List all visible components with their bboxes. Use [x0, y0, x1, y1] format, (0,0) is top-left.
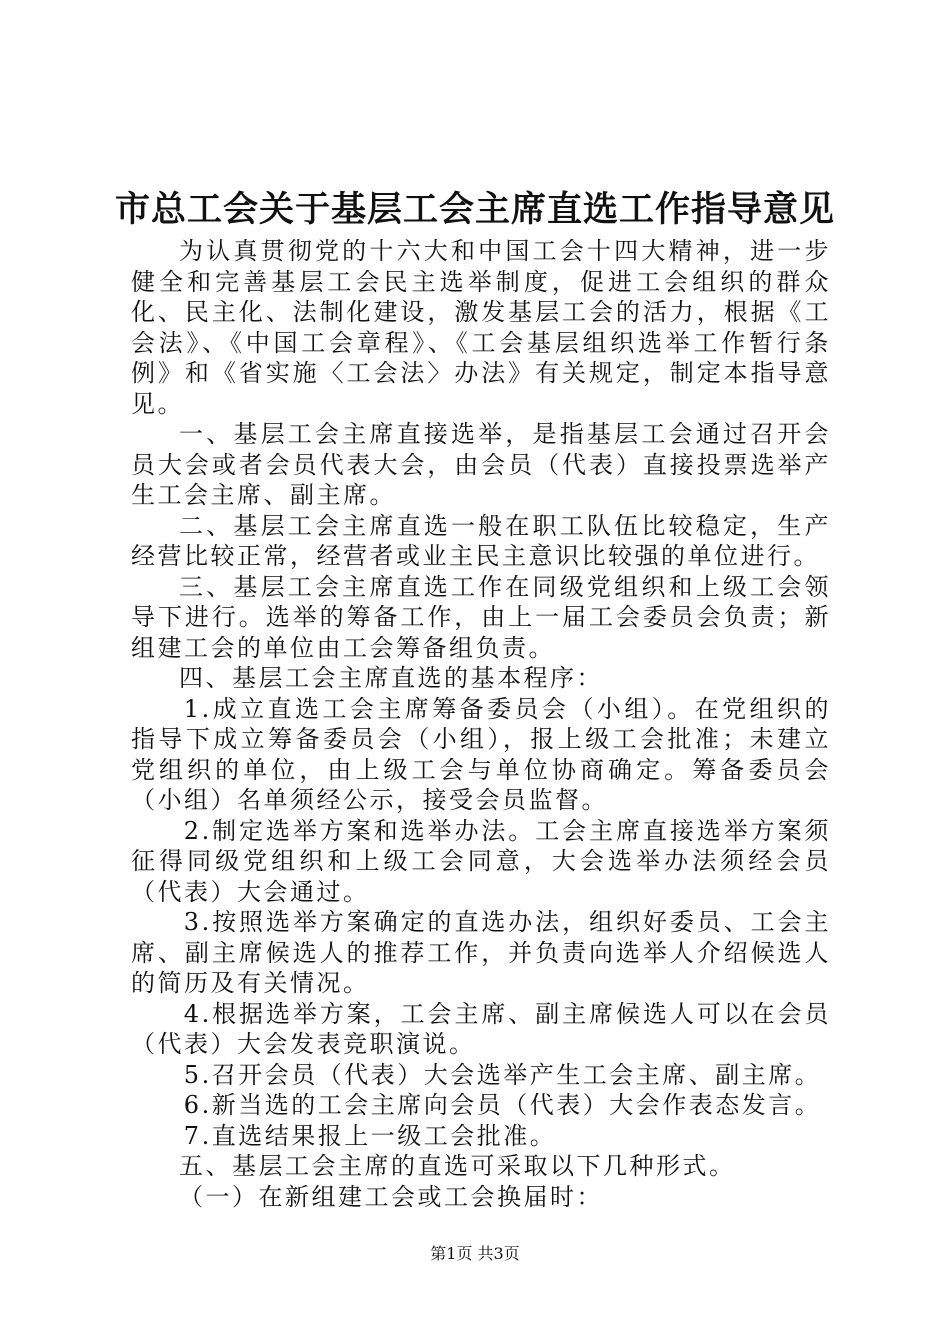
paragraph-intro: 为认真贯彻党的十六大和中国工会十四大精神，进一步健全和完善基层工会民主选举制度，促进工会组织的群众化、民主化、法制化建设，激发基层工会的活力，根据《工会法》、《中国工会章程》、《工会基层组织选举工作暂行条例》和《省实施〈工会法〉办法》有关规定，制定本指导意见。 — [131, 237, 831, 418]
paragraph-step-5: 5.召开会员（代表）大会选举产生工会主席、副主席。 — [183, 1060, 822, 1089]
paragraph-section-3: 三、基层工会主席直选工作在同级党组织和上级工会领导下进行。选举的筹备工作，由上一届工会委员会负责；新组建工会的单位由工会筹备组负责。 — [131, 572, 831, 662]
paragraph-subsection-1: （一）在新组建工会或工会换届时： — [179, 1182, 603, 1211]
paragraph-step-4: 4.根据选举方案，工会主席、副主席候选人可以在会员（代表）大会发表竞职演说。 — [131, 999, 831, 1058]
document-body — [131, 236, 831, 1212]
paragraph-step-7: 7.直选结果报上一级工会批准。 — [183, 1121, 557, 1150]
paragraph-step-3: 3.按照选举方案确定的直选办法，组织好委员、工会主席、副主席候选人的推荐工作，并负责向选举人介绍候选人的简历及有关情况。 — [131, 908, 831, 997]
document-title: 市总工会关于基层工会主席直选工作指导意见 — [114, 189, 835, 230]
paragraph-section-1: 一、基层工会主席直接选举，是指基层工会通过召开会员大会或者会员代表大会，由会员（代表）直接投票选举产生工会主席、副主席。 — [131, 420, 831, 509]
paragraph-section-5: 五、基层工会主席的直选可采取以下几种形式。 — [179, 1152, 736, 1180]
paragraph-step-6: 6.新当选的工会主席向会员（代表）大会作表态发言。 — [183, 1091, 822, 1119]
paragraph-section-4: 四、基层工会主席直选的基本程序： — [179, 664, 603, 692]
page-number-footer: 第1页 共3页 — [430, 1244, 520, 1263]
paragraph-section-2: 二、基层工会主席直选一般在职工队伍比较稳定，生产经营比较正常，经营者或业主民主意识比较强的单位进行。 — [131, 511, 831, 570]
paragraph-step-1: 1.成立直选工会主席筹备委员会（小组）。在党组织的指导下成立筹备委员会（小组），报上级工会批准；未建立党组织的单位，由上级工会与单位协商确定。筹备委员会（小组）名单须经公示，接受会员监督。 — [131, 694, 831, 814]
paragraph-step-2: 2.制定选举方案和选举办法。工会主席直接选举方案须征得同级党组织和上级工会同意，大会选举办法须经会员（代表）大会通过。 — [131, 816, 831, 906]
